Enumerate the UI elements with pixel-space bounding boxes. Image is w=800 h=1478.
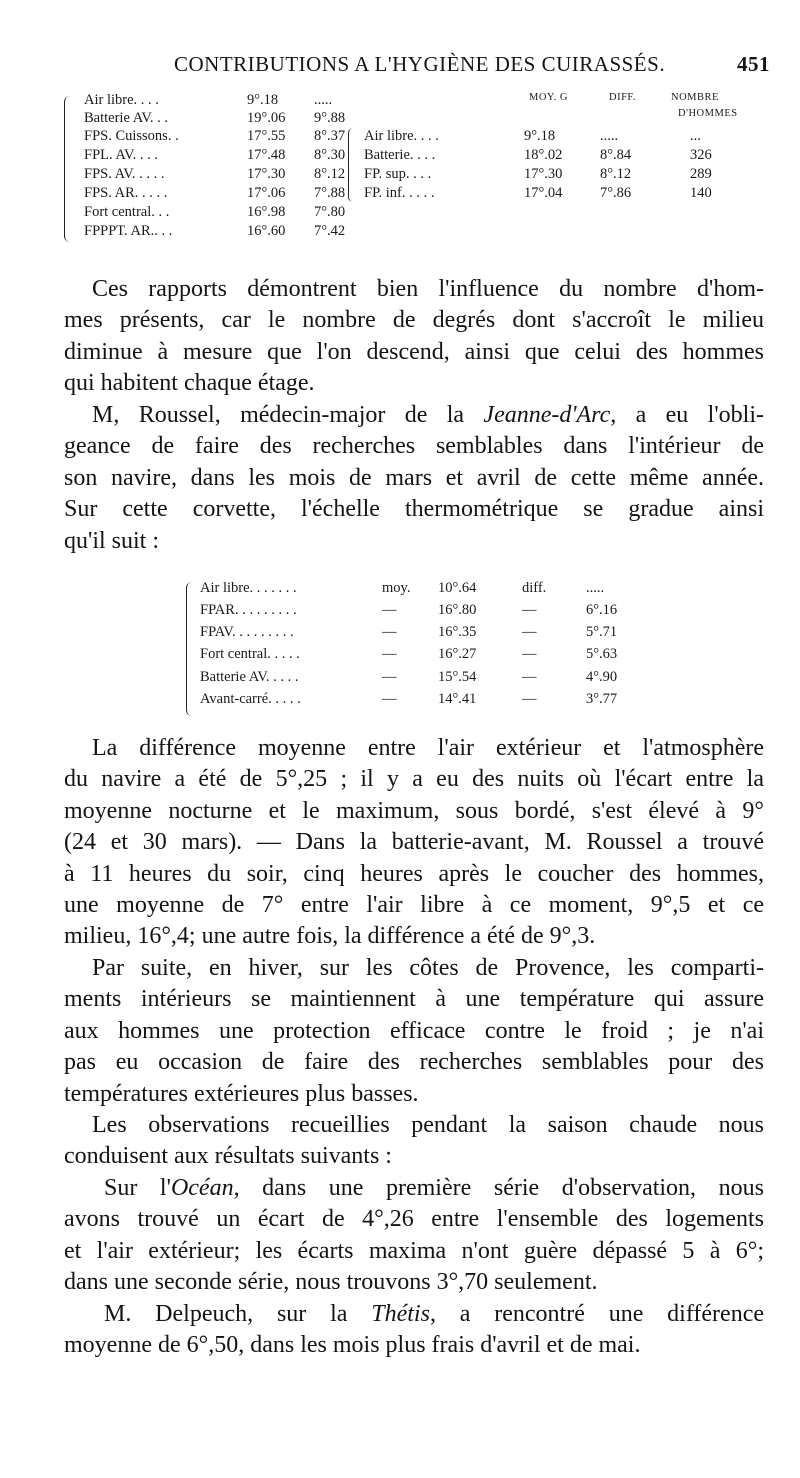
right-brace [348, 128, 355, 202]
paragraph-5: Les observations recueillies pendant la saison chaude nous conduisent aux résultats suivants : [64, 1112, 764, 1170]
temperature-table-1: Air libre. . . . 9°.18 ..... Batterie AV. . . 19°.06 9°.88 FPS. Cuissons. . 17°.55 8°.37 FPL. AV. . . . 17°.48 8°.30 FPS. AV. . . . . 17°.30 8°.12 FPS. AR. . . . . 17°.06 7°.88 Fort central. . . 16°.98 7°.80 FPPPT. AR.. . . 16°.60 7°.42 MOY. G DIFF. NOMBRE D'HOMMES Air libre. . . . 9°.18 ..... ... Batterie. . . . 18°.02 8°.84 326 FP. sup. . . . 17°.30 8°.12 289 FP. inf. . . . . 17°.04 7°.86 140 [64, 92, 764, 252]
running-title: CONTRIBUTIONS A L'HYGIÈNE DES CUIRASSÉS. [174, 52, 666, 76]
paragraph-3: La différence moyenne entre l'air extérieur et l'atmosphère du navire a été de 5°,25 ; il y a eu des nuits où l'écart entre la moyenne nocturne et le maximum, sous bordé, s'est élevé à 9° (24 et 30 mars). — Dans la batterie-avant, M. Roussel a trouvé à 11 heures du soir, cinq heures après le coucher des hommes, une moyenne de 7° entre l'air libre à ce moment, 9°,5 et ce milieu, 16°,4; une autre fois, la différence a été de 9°,3. [64, 735, 764, 950]
paragraph-1: Ces rapports démontrent bien l'influence du nombre d'hom- mes présents, car le nombre de degrés dont s'accroît le milieu diminue à mesure que l'on descend, ainsi que celui des hommes qui habitent chaque étage. [64, 276, 764, 397]
paragraph-4: Par suite, en hiver, sur les côtes de Provence, les comparti- ments intérieurs se maintiennent à une température qui assure aux hommes une protection efficace contre le froid ; je n'ai pas eu occasion de faire des recherches semblables pour des températures extérieures plus basses. [64, 955, 764, 1107]
ship-name: Jeanne-d'Arc [483, 402, 611, 428]
column-header-nombre: NOMBRE [671, 92, 719, 103]
ship-name: Océan [170, 1175, 234, 1201]
page-number: 451 [737, 52, 770, 76]
paragraph-7: M. Delpeuch, sur la Thétis, a rencontré une différence moyenne de 6°,50, dans les mois plus frais d'avril et de mai. [64, 1301, 764, 1359]
running-header [70, 48, 770, 80]
paragraph-6: Sur l'Océan, dans une première série d'observation, nous avons trouvé un écart de 4°,26 entre l'ensemble des logements et l'air extérieur; les écarts maxima n'ont guère dépassé 5 à 6°; dans une seconde série, nous trouvons 3°,70 seulement. [64, 1175, 764, 1296]
column-header-hommes: D'HOMMES [678, 108, 738, 119]
column-header-moy: MOY. G [529, 92, 568, 103]
left-brace [186, 582, 195, 716]
temperature-table-2: Air libre. . . . . . . moy. 10°.64 diff. ..... FPAR. . . . . . . . . — 16°.80 — 6°.16 FPAV. . . . . . . . . — 16°.35 — 5°.71 Fort central. . . . . — 16°.27 — 5°.63 Batterie AV. . . . . — 15°.54 — 4°.90 Avant-carré. . . . . — 14°.41 — 3°.77 [186, 580, 666, 730]
left-brace [64, 96, 73, 242]
column-header-diff: DIFF. [609, 92, 637, 103]
paragraph-2: M, Roussel, médecin-major de la Jeanne-d'Arc, a eu l'obli- geance de faire des recherches semblables dans l'intérieur de son navire, dans les mois de mars et avril de cette même année. Sur cette corvette, l'échelle thermométrique se gradue ainsi qu'il suit : [64, 402, 764, 554]
ship-name: Thétis [371, 1301, 430, 1327]
